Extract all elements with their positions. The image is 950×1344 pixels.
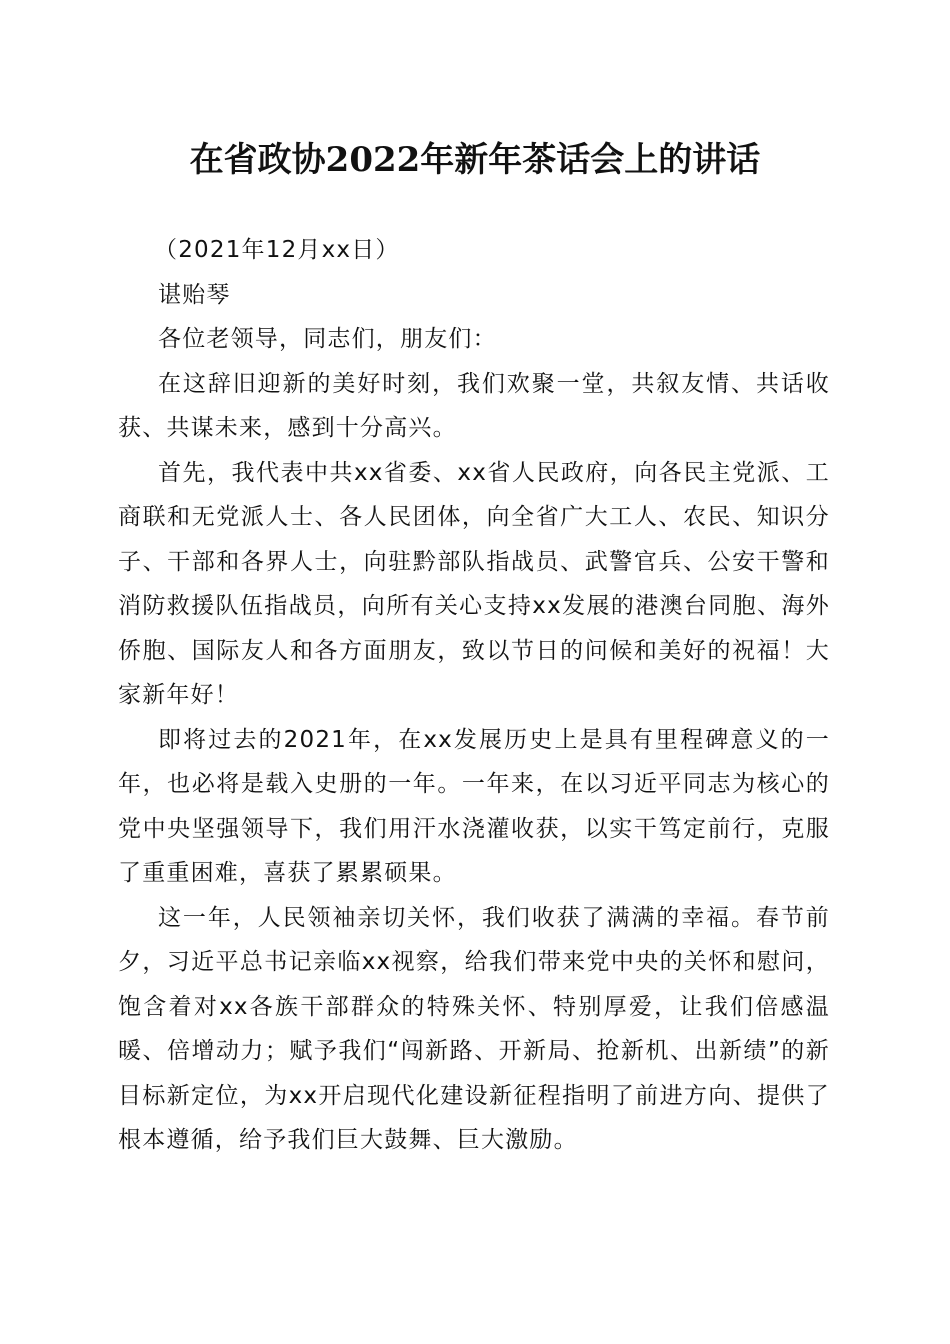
body-paragraph: 首先，我代表中共xx省委、xx省人民政府，向各民主党派、工商联和无党派人士、各人民团体，向全省广大工人、农民、知识分子、干部和各界人士，向驻黔部队指战员、武警官兵、公安干警和消防救援队伍指战员，向所有关心支持xx发展的港澳台同胞、海外侨胞、国际友人和各方面朋友，致以节日的问候和美好的祝福！大家新年好！ <box>118 459 830 708</box>
document-body <box>118 228 830 1163</box>
body-paragraph: 这一年，人民领袖亲切关怀，我们收获了满满的幸福。春节前夕，习近平总书记亲临xx视察，给我们带来党中央的关怀和慰问，饱含着对xx各族干部群众的特殊关怀、特别厚爱，让我们倍感温暖、倍增动力；赋予我们“闯新路、开新局、抢新机、出新绩”的新目标新定位，为xx开启现代化建设新征程指明了前进方向、提供了根本遵循，给予我们巨大鼓舞、巨大激励。 <box>118 904 830 1153</box>
body-paragraph: 即将过去的2021年，在xx发展历史上是具有里程碑意义的一年，也必将是载入史册的一年。一年来，在以习近平同志为核心的党中央坚强领导下，我们用汗水浇灌收获，以实干笃定前行，克服了重重困难，喜获了累累硕果。 <box>118 726 830 886</box>
body-paragraph: 在这辞旧迎新的美好时刻，我们欢聚一堂，共叙友情、共话收获、共谋未来，感到十分高兴。 <box>118 370 830 441</box>
salutation-paragraph: 各位老领导，同志们，朋友们： <box>158 326 497 352</box>
speaker-name: 谌贻琴 <box>158 281 231 308</box>
document-title: 在省政协2022年新年茶话会上的讲话 <box>189 140 761 180</box>
speech-date: （2021年12月xx日） <box>154 237 400 263</box>
